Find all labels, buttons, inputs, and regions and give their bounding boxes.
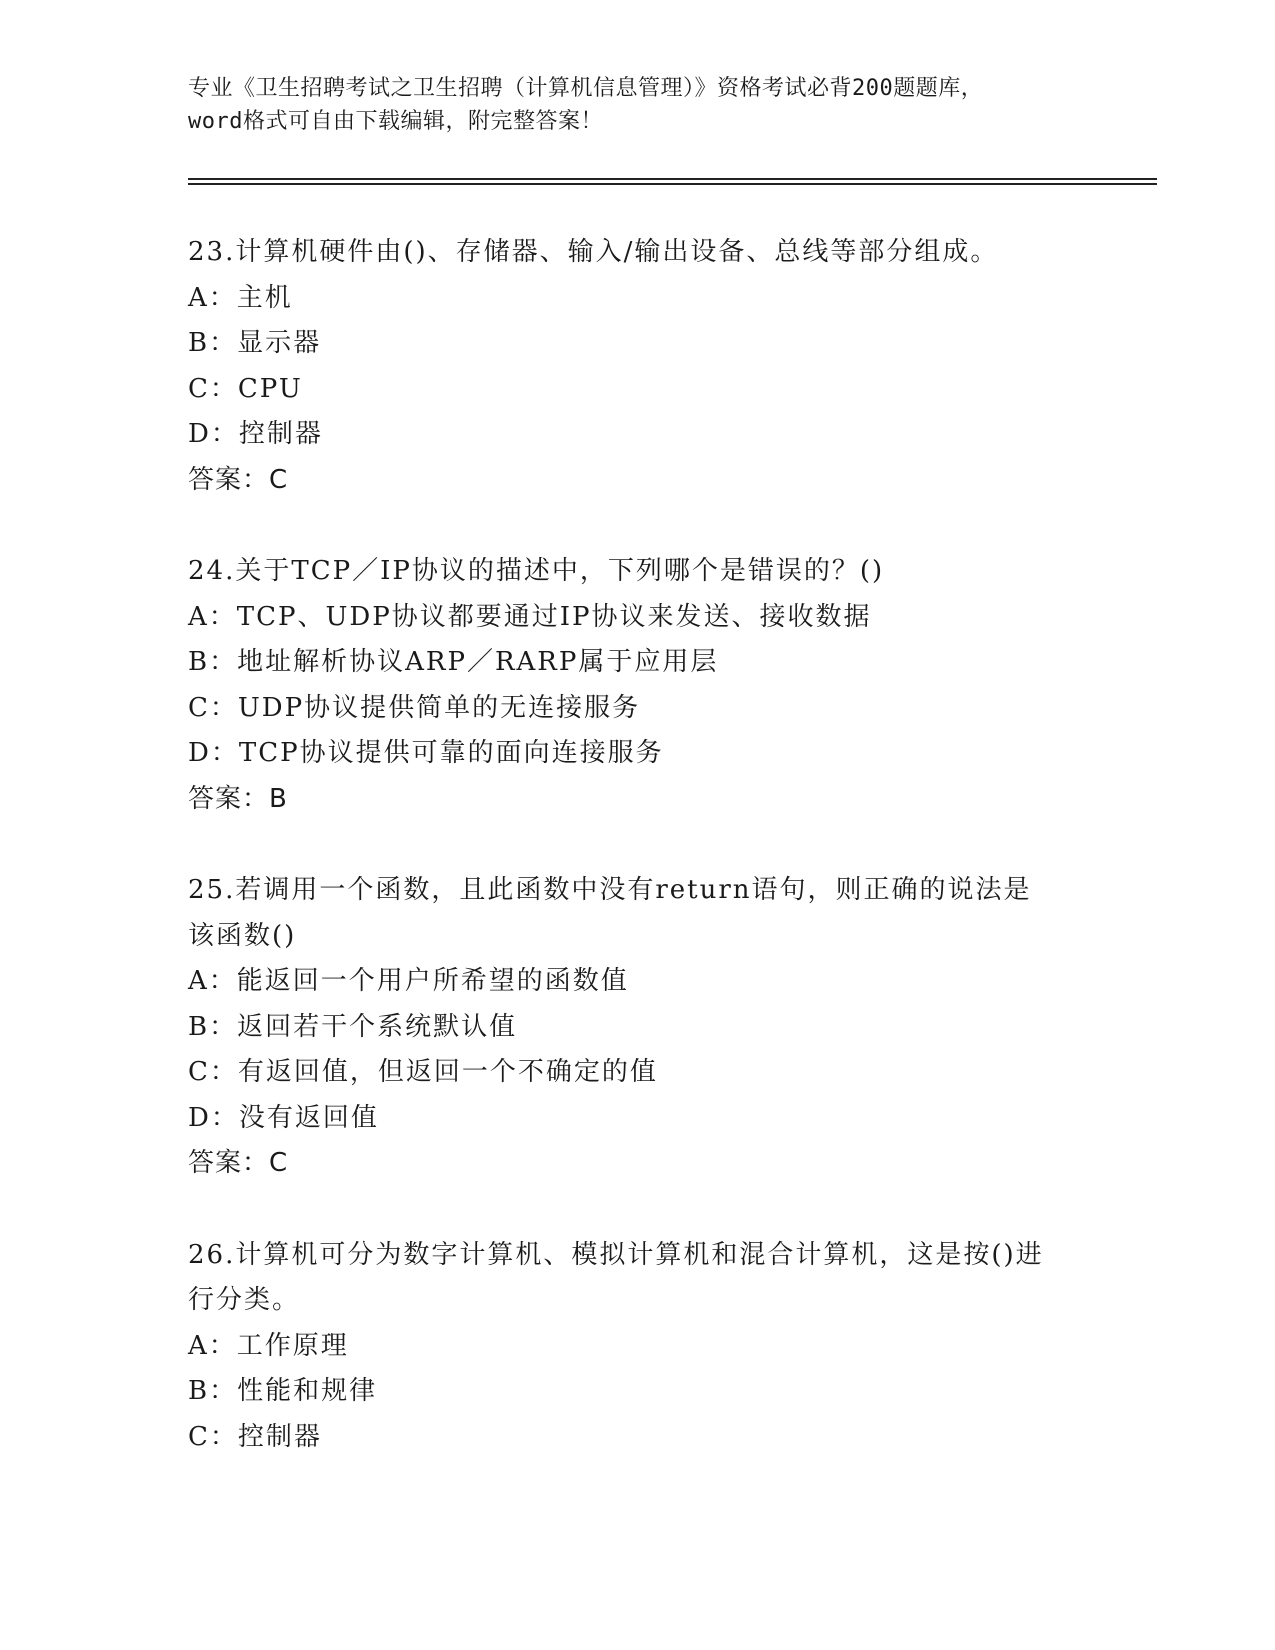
- header-divider-top: [188, 178, 1157, 180]
- document-header: [188, 72, 1088, 138]
- header-line-2: word格式可自由下载编辑，附完整答案！: [188, 109, 603, 134]
- header-line-1: 专业《卫生招聘考试之卫生招聘（计算机信息管理）》资格考试必背200题题库，: [188, 76, 984, 101]
- question-stem: 该函数(): [188, 920, 297, 951]
- question-stem: 24.关于TCP／IP协议的描述中，下列哪个是错误的？(): [188, 556, 885, 586]
- answer-option: A：TCP、UDP协议都要通过IP协议来发送、接收数据: [188, 601, 872, 632]
- answer-option: C：UDP协议提供简单的无连接服务: [188, 692, 641, 723]
- answer-option: C：有返回值，但返回一个不确定的值: [188, 1057, 658, 1087]
- answer-option: B：性能和规律: [188, 1376, 378, 1406]
- question-block: [188, 549, 1108, 822]
- answer-key: 答案：B: [188, 783, 288, 814]
- answer-key: 答案：C: [188, 464, 289, 495]
- answer-option: A：能返回一个用户所希望的函数值: [188, 966, 629, 996]
- answer-option: B：返回若干个系统默认值: [188, 1011, 518, 1042]
- answer-option: D：TCP协议提供可靠的面向连接服务: [188, 738, 664, 768]
- answer-key: 答案：C: [188, 1148, 289, 1178]
- answer-option: C：控制器: [188, 1421, 322, 1452]
- question-block: [188, 1233, 1108, 1461]
- header-divider-bottom: [188, 183, 1157, 185]
- answer-option: D：没有返回值: [188, 1102, 379, 1133]
- question-list: [188, 230, 1108, 1506]
- question-stem: 25.若调用一个函数，且此函数中没有return语句，则正确的说法是: [188, 875, 1032, 905]
- question-block: [188, 230, 1108, 503]
- answer-option: A：工作原理: [188, 1330, 349, 1361]
- question-stem: 23.计算机硬件由()、存储器、输入/输出设备、总线等部分组成。: [188, 237, 999, 267]
- question-stem: 26.计算机可分为数字计算机、模拟计算机和混合计算机，这是按()进: [188, 1239, 1044, 1270]
- answer-option: C：CPU: [188, 373, 303, 404]
- answer-option: B：显示器: [188, 328, 322, 358]
- question-stem: 行分类。: [188, 1285, 301, 1315]
- question-block: [188, 868, 1108, 1187]
- answer-option: A：主机: [188, 282, 293, 313]
- answer-option: B：地址解析协议ARP／RARP属于应用层: [188, 647, 719, 677]
- answer-option: D：控制器: [188, 419, 323, 449]
